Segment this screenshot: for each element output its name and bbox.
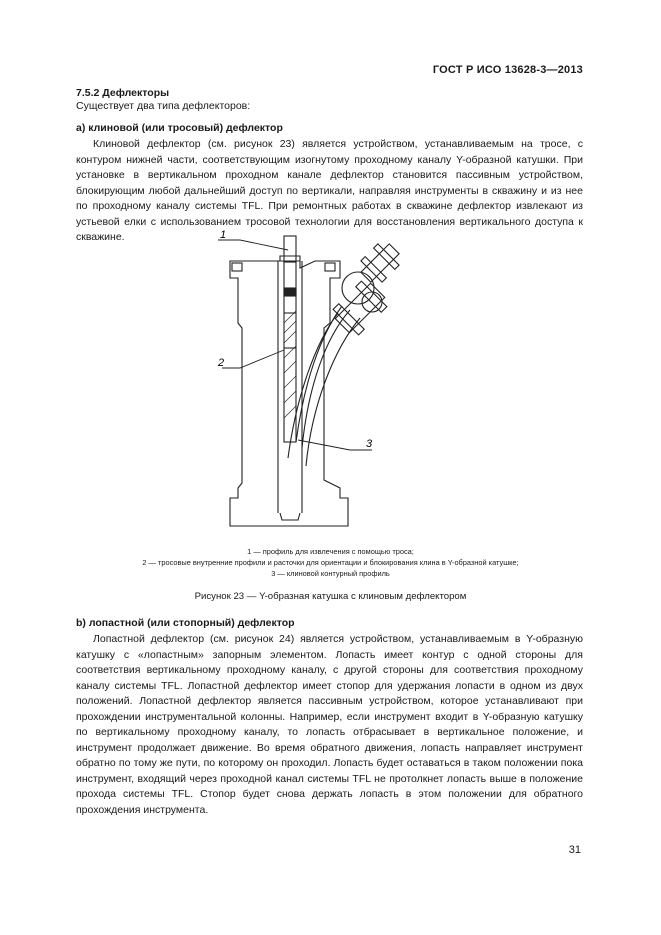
right-bolt-nub <box>325 263 335 271</box>
page-number: 31 <box>568 844 581 856</box>
legend-item-2: 2 — тросовые внутренние профили и расточки для ориентации и блокирования клина в Y-образной катушке; <box>142 558 519 567</box>
figure-caption: Рисунок 23 — Y-образная катушка с клиновым дефлектором <box>194 591 467 602</box>
legend-item-3: 3 — клиновой контурный профиль <box>271 569 390 578</box>
bottom-shoe <box>280 513 300 520</box>
leader-2 <box>222 350 284 368</box>
left-bolt-nub <box>232 263 242 271</box>
subsection-a-title: а) клиновой (или тросовый) дефлектор <box>76 122 283 134</box>
leader-1 <box>218 240 288 250</box>
section-intro: Существует два типа дефлекторов: <box>76 100 251 112</box>
figure-23-drawing <box>200 228 450 543</box>
subsection-a-paragraph: Клиновой дефлектор (см. рисунок 23) является устройством, устанавливаемым на тросе, с контуром нижней части, соответствующим изогнутому проходному каналу Y-образной катушки. При установке в вертикальном проходном канале дефлектор становится пассивным устройством, блокирующим любой дальнейший доступ по вертикали, направляя инструменты в скважину и из нее по проходному каналу системы TFL. При ремонтных работах в скважине дефлектор извлекают из устьевой елки с использованием тросовой технологии для восстановления вертикального доступа к скважине. <box>76 138 583 243</box>
document-header: ГОСТ Р ИСО 13628-3—2013 <box>432 64 583 76</box>
legend-item-1: 1 — профиль для извлечения с помощью троса; <box>247 547 414 556</box>
subsection-b-title: b) лопастной (или стопорный) дефлектор <box>76 617 295 629</box>
tfl-bore-inner <box>296 306 342 442</box>
section-title: 7.5.2 Дефлекторы <box>76 87 170 99</box>
subsection-b-paragraph: Лопастной дефлектор (см. рисунок 24) является устройством, устанавливаемым в Y-образную катушку с «лопастным» запорным элементом. Лопасть имеет контур с одной стороны для соответствия вертикальному проходному каналу, с другой стороны для соответствия проходному каналу системы TFL. Лопастной дефлектор имеет стопор для удержания лопасти в одном из двух положений. Лопастной дефлектор является пассивным устройством, которое устанавливают при прохождении инструментальной колонны. Например, если инструмент входит в Y-образную катушку по вертикальному проходному каналу, то лопасть отбрасывает в вертикальное положение, и инструмент продолжает движение. Во время обратного движения, лопасть направляет инструмент обратно по тому же пути, по которому он проходил. Лопасть будет оставаться в таком положении пока инструмент, входящий через проходной канал системы TFL не протолкнет лопасть выше в положение прохода системы TFL. Стопор будет снова держать лопасть в этом положении для обратного прохождения инструмента. <box>76 633 583 816</box>
valve-handwheel <box>355 238 404 287</box>
deflector-hatching <box>284 311 296 418</box>
callout-2: 2 <box>218 357 225 369</box>
callout-3: 3 <box>366 438 373 450</box>
tfl-bore-outer-2 <box>306 318 360 466</box>
figure-legend <box>0 546 661 579</box>
fishing-neck <box>284 236 296 262</box>
tfl-branch-flange <box>330 278 391 339</box>
callout-1: 1 <box>220 229 227 241</box>
locking-profile <box>284 288 296 296</box>
valve-ball <box>342 272 374 304</box>
